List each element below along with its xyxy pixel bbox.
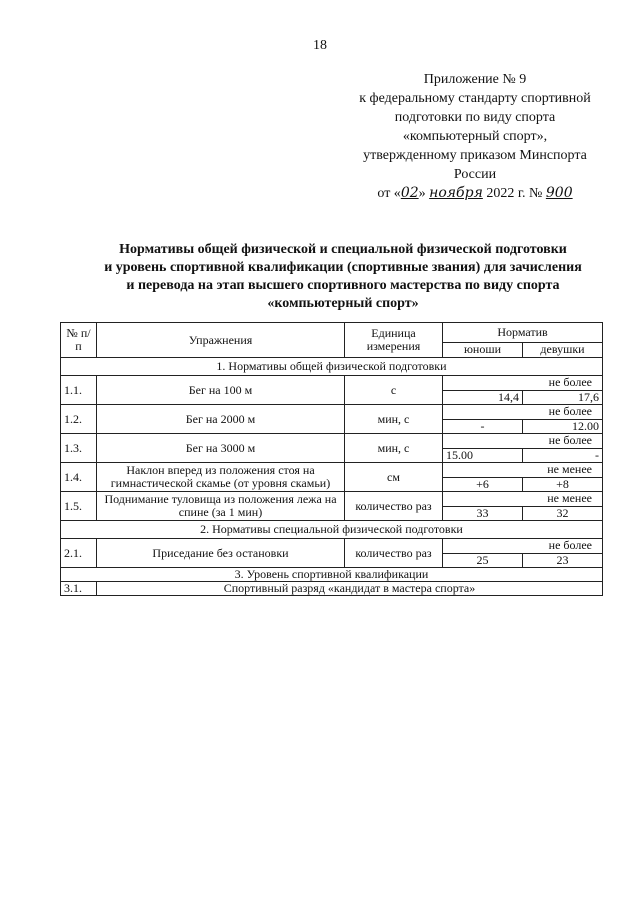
section-title: 1. Нормативы общей физической подготовки — [61, 358, 603, 376]
row-num: 2.1. — [61, 539, 97, 568]
appendix-line: утвержденному приказом Минспорта — [363, 148, 587, 163]
value-girls: 12.00 — [523, 419, 603, 434]
row-limit: не менее — [443, 463, 603, 478]
header-girls: девушки — [523, 342, 603, 357]
table-row — [61, 463, 603, 478]
value-girls: 23 — [523, 553, 603, 568]
value-girls: 17,6 — [523, 390, 603, 405]
row-limit: не менее — [443, 492, 603, 507]
section-title: 2. Нормативы специальной физической подготовки — [61, 521, 603, 539]
title-line: и уровень спортивной квалификации (спортивные звания) для зачисления — [104, 260, 582, 275]
row-exercise: Наклон вперед из положения стоя на гимнастической скамье (от уровня скамьи) — [97, 463, 345, 492]
row-num: 1.4. — [61, 463, 97, 492]
header-exercise: Упражнения — [97, 323, 345, 358]
row-unit: количество раз — [345, 539, 443, 568]
table-row — [61, 582, 603, 596]
row-exercise: Бег на 2000 м — [97, 405, 345, 434]
date-year: 2022 г. № — [486, 186, 543, 201]
value-girls: +8 — [523, 477, 603, 492]
row-num: 1.1. — [61, 376, 97, 405]
table-header-row — [61, 323, 603, 343]
table-row — [61, 434, 603, 449]
row-limit: не более — [443, 539, 603, 554]
row-exercise: Бег на 3000 м — [97, 434, 345, 463]
section-title: 3. Уровень спортивной квалификации — [61, 568, 603, 582]
appendix-line: подготовки по виду спорта — [394, 110, 556, 125]
header-num: № п/п — [61, 323, 97, 358]
appendix-header — [340, 70, 610, 203]
section-row — [61, 521, 603, 539]
value-boys: 15.00 — [443, 448, 523, 463]
section-row — [61, 568, 603, 582]
row-num: 1.5. — [61, 492, 97, 521]
value-boys: +6 — [443, 477, 523, 492]
row-unit: количество раз — [345, 492, 443, 521]
row-num: 3.1. — [61, 582, 97, 596]
value-girls: 32 — [523, 506, 603, 521]
table-row — [61, 376, 603, 391]
row-limit: не более — [443, 405, 603, 420]
row-limit: не более — [443, 434, 603, 449]
row-unit: мин, с — [345, 405, 443, 434]
appendix-line: к федеральному стандарту спортивной — [359, 91, 591, 106]
row-exercise: Бег на 100 м — [97, 376, 345, 405]
document-title — [70, 241, 616, 313]
date-month: ноября — [429, 185, 483, 201]
row-unit: мин, с — [345, 434, 443, 463]
value-boys: 25 — [443, 553, 523, 568]
row-unit: см — [345, 463, 443, 492]
value-boys: 14,4 — [443, 390, 523, 405]
row-limit: не более — [443, 376, 603, 391]
row-exercise: Поднимание туловища из положения лежа на спине (за 1 мин) — [97, 492, 345, 521]
norms-table — [60, 322, 603, 596]
table-row — [61, 492, 603, 507]
row-num: 1.2. — [61, 405, 97, 434]
date-day: 02 — [400, 185, 419, 201]
row-unit: с — [345, 376, 443, 405]
row-num: 1.3. — [61, 434, 97, 463]
value-girls: - — [523, 448, 603, 463]
appendix-line: России — [453, 167, 497, 182]
page-number: 18 — [313, 38, 327, 53]
header-unit: Единица измерения — [345, 323, 443, 358]
header-norm: Норматив — [443, 323, 603, 343]
table-row — [61, 405, 603, 420]
appendix-line: Приложение № 9 — [423, 72, 527, 87]
order-number: 900 — [545, 185, 573, 201]
title-line: Нормативы общей физической и специальной физической подготовки — [119, 242, 567, 257]
header-boys: юноши — [443, 342, 523, 357]
value-boys: - — [443, 419, 523, 434]
table-row — [61, 539, 603, 554]
row-exercise: Приседание без остановки — [97, 539, 345, 568]
value-boys: 33 — [443, 506, 523, 521]
appendix-line: «компьютерный спорт», — [402, 129, 548, 144]
row-qualification: Спортивный разряд «кандидат в мастера спорта» — [97, 582, 603, 596]
section-row — [61, 358, 603, 376]
title-line: «компьютерный спорт» — [267, 296, 419, 311]
appendix-date-line — [340, 184, 610, 203]
title-line: и перевода на этап высшего спортивного мастерства по виду спорта — [126, 278, 560, 293]
date-prefix: от « — [377, 186, 401, 201]
date-separator: » — [418, 186, 426, 201]
